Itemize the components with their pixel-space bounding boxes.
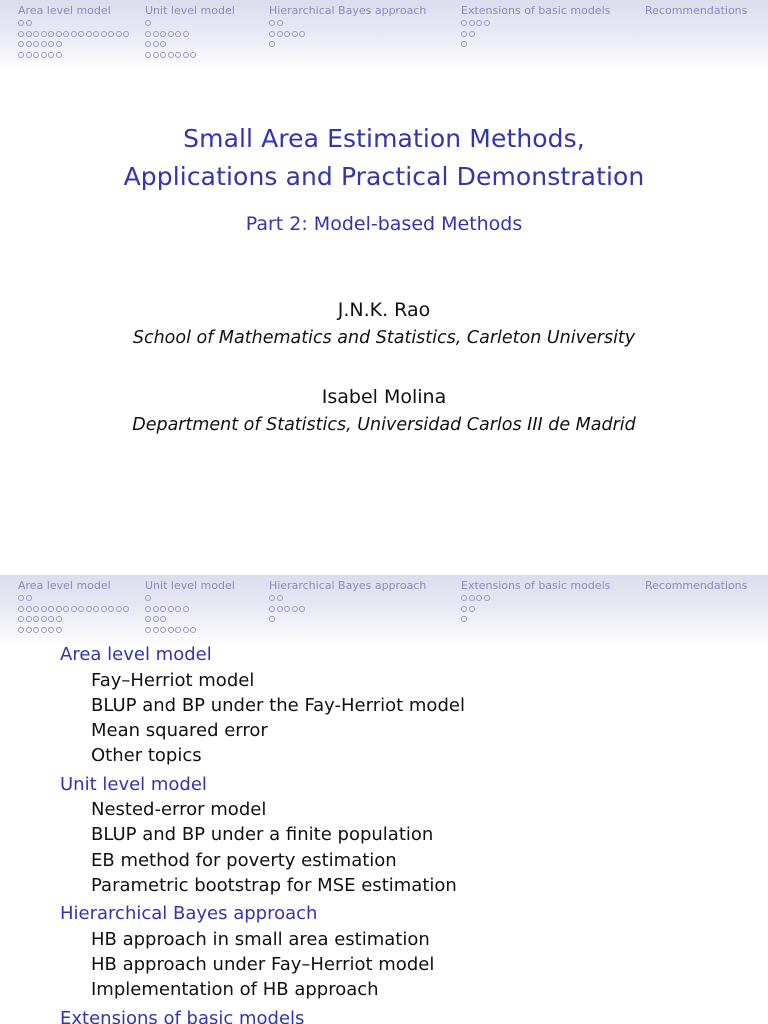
nav-dot-row [145,29,235,40]
nav-frame-dot-icon[interactable] [145,31,151,37]
nav-section-title[interactable]: Area level model [18,579,111,592]
nav-frame-dot-icon[interactable] [93,606,99,612]
nav-section-title[interactable]: Unit level model [145,579,235,592]
nav-frame-dot-icon[interactable] [26,606,32,612]
nav-dot-row [461,604,610,615]
author-affiliation: School of Mathematics and Statistics, Carleton University [132,328,636,348]
nav-frame-dot-icon[interactable] [175,52,181,58]
nav-dot-row [145,18,235,29]
nav-dot-row [18,614,131,625]
nav-frame-dots[interactable] [269,18,426,50]
outline-subsection[interactable]: Fay–Herriot model [91,669,255,691]
nav-frame-dot-icon[interactable] [145,627,151,633]
nav-dot-row [269,39,426,50]
nav-frame-dot-icon[interactable] [153,606,159,612]
nav-section-recommendations[interactable] [645,579,747,593]
nav-frame-dot-icon[interactable] [484,595,490,601]
nav-dot-row [18,593,131,604]
nav-frame-dot-icon[interactable] [26,41,32,47]
nav-frame-dot-icon[interactable] [484,20,490,26]
nav-frame-dot-icon[interactable] [160,41,166,47]
nav-frame-dot-icon[interactable] [48,616,54,622]
nav-frame-dot-icon[interactable] [41,31,47,37]
nav-frame-dot-icon[interactable] [160,606,166,612]
section-navigation-bar [0,575,768,647]
nav-dot-row [269,29,426,40]
title-block [0,120,768,238]
nav-dot-row [461,18,610,29]
outline-subsection[interactable]: EB method for poverty estimation [91,849,397,871]
presentation-title-line-2: Applications and Practical Demonstration [123,162,645,191]
presentation-title-line-1: Small Area Estimation Methods, [183,124,585,153]
nav-frame-dot-icon[interactable] [292,606,298,612]
nav-dot-row [145,625,235,636]
nav-frame-dot-icon[interactable] [145,616,151,622]
nav-dot-row [461,593,610,604]
nav-frame-dot-icon[interactable] [277,595,283,601]
nav-frame-dot-icon[interactable] [469,20,475,26]
nav-frame-dot-icon[interactable] [71,31,77,37]
nav-frame-dot-icon[interactable] [33,52,39,58]
nav-frame-dot-icon[interactable] [269,20,275,26]
nav-frame-dot-icon[interactable] [108,31,114,37]
nav-frame-dot-icon[interactable] [461,41,467,47]
nav-frame-dot-icon[interactable] [48,606,54,612]
nav-frame-dot-icon[interactable] [41,616,47,622]
nav-frame-dot-icon[interactable] [18,31,24,37]
nav-frame-dot-icon[interactable] [26,52,32,58]
nav-frame-dot-icon[interactable] [78,31,84,37]
nav-frame-dot-icon[interactable] [292,31,298,37]
nav-frame-dot-icon[interactable] [18,595,24,601]
nav-frame-dot-icon[interactable] [41,606,47,612]
nav-frame-dot-icon[interactable] [299,31,305,37]
nav-frame-dot-icon[interactable] [145,606,151,612]
nav-frame-dot-icon[interactable] [469,595,475,601]
nav-frame-dot-icon[interactable] [48,41,54,47]
nav-frame-dot-icon[interactable] [48,627,54,633]
nav-dot-row [145,39,235,50]
outline-section [60,772,465,899]
outline-section-title[interactable]: Unit level model [60,773,207,795]
nav-dot-row [461,39,610,50]
nav-frame-dots[interactable] [269,593,426,625]
nav-section-title[interactable]: Recommendations [645,579,748,592]
nav-frame-dot-icon[interactable] [26,20,32,26]
nav-frame-dot-icon[interactable] [469,606,475,612]
nav-frame-dot-icon[interactable] [299,606,305,612]
nav-section-title[interactable]: Extensions of basic models [461,579,611,592]
nav-frame-dot-icon[interactable] [48,52,54,58]
nav-frame-dot-icon[interactable] [476,595,482,601]
nav-frame-dot-icon[interactable] [168,627,174,633]
nav-dot-row [18,604,131,615]
nav-frame-dot-icon[interactable] [284,31,290,37]
nav-frame-dot-icon[interactable] [26,595,32,601]
outline-section-title[interactable]: Area level model [60,644,212,665]
nav-frame-dot-icon[interactable] [269,31,275,37]
nav-frame-dot-icon[interactable] [18,52,24,58]
nav-dot-row [145,614,235,625]
nav-frame-dots[interactable] [18,18,131,60]
nav-frame-dot-icon[interactable] [284,606,290,612]
nav-frame-dot-icon[interactable] [26,31,32,37]
nav-frame-dot-icon[interactable] [175,627,181,633]
nav-frame-dots[interactable] [461,18,610,50]
nav-frame-dot-icon[interactable] [160,616,166,622]
nav-frame-dot-icon[interactable] [461,606,467,612]
nav-frame-dot-icon[interactable] [123,31,129,37]
nav-frame-dot-icon[interactable] [33,31,39,37]
nav-frame-dot-icon[interactable] [461,20,467,26]
nav-frame-dot-icon[interactable] [175,606,181,612]
nav-dot-row [18,625,131,636]
outline-section [60,642,465,769]
nav-frame-dot-icon[interactable] [86,31,92,37]
nav-frame-dot-icon[interactable] [78,606,84,612]
nav-dot-row [18,39,131,50]
nav-frame-dots[interactable] [145,18,235,60]
section-navigation-bar [0,0,768,72]
nav-frame-dot-icon[interactable] [116,31,122,37]
nav-frame-dot-icon[interactable] [101,31,107,37]
nav-frame-dot-icon[interactable] [56,52,62,58]
nav-frame-dot-icon[interactable] [18,627,24,633]
nav-section-title[interactable]: Unit level model [145,4,235,17]
nav-frame-dot-icon[interactable] [145,20,151,26]
nav-frame-dot-icon[interactable] [190,627,196,633]
nav-frame-dot-icon[interactable] [168,52,174,58]
nav-frame-dot-icon[interactable] [175,31,181,37]
nav-frame-dot-icon[interactable] [153,52,159,58]
nav-section-area-level-model[interactable] [18,579,131,635]
nav-section-unit-level-model[interactable] [145,4,235,60]
nav-frame-dot-icon[interactable] [18,616,24,622]
nav-frame-dot-icon[interactable] [18,606,24,612]
nav-frame-dot-icon[interactable] [153,41,159,47]
nav-dot-row [461,614,610,625]
nav-dot-row [269,593,426,604]
outline-subsection[interactable]: Nested-error model [91,799,267,821]
nav-frame-dot-icon[interactable] [153,627,159,633]
nav-frame-dot-icon[interactable] [277,20,283,26]
outline-subsection[interactable]: Implementation of HB approach [91,979,379,1001]
nav-frame-dot-icon[interactable] [160,627,166,633]
outline-subsection[interactable]: HB approach under Fay–Herriot model [91,954,435,976]
nav-frame-dot-icon[interactable] [168,31,174,37]
nav-frame-dot-icon[interactable] [48,31,54,37]
nav-dot-row [269,18,426,29]
nav-frame-dot-icon[interactable] [461,616,467,622]
outline-section [60,901,465,1002]
nav-section-recommendations[interactable] [645,4,747,18]
nav-section-hierarchical-bayes[interactable] [269,4,426,50]
nav-frame-dot-icon[interactable] [153,616,159,622]
nav-section-title[interactable]: Area level model [18,4,111,17]
nav-section-title[interactable]: Extensions of basic models [461,4,611,17]
nav-frame-dot-icon[interactable] [33,616,39,622]
nav-frame-dot-icon[interactable] [41,52,47,58]
outline-section [60,1006,465,1024]
nav-frame-dots[interactable] [18,593,131,635]
nav-frame-dot-icon[interactable] [33,606,39,612]
author-name: J.N.K. Rao [337,299,431,321]
nav-frame-dot-icon[interactable] [41,41,47,47]
nav-section-title[interactable]: Hierarchical Bayes approach [269,4,427,17]
nav-section-extensions[interactable] [461,579,610,625]
presentation-subtitle: Part 2: Model-based Methods [245,213,523,235]
nav-dot-row [18,18,131,29]
nav-dot-row [461,29,610,40]
nav-frame-dot-icon[interactable] [190,52,196,58]
nav-frame-dot-icon[interactable] [33,627,39,633]
nav-frame-dot-icon[interactable] [26,627,32,633]
nav-frame-dot-icon[interactable] [63,31,69,37]
outline-slide [0,575,768,1024]
nav-frame-dot-icon[interactable] [145,41,151,47]
nav-frame-dot-icon[interactable] [183,627,189,633]
outline-subsection[interactable]: BLUP and BP under the Fay-Herriot model [91,694,465,716]
nav-dot-row [269,604,426,615]
nav-frame-dot-icon[interactable] [108,606,114,612]
outline-subsection[interactable]: HB approach in small area estimation [91,928,430,950]
nav-section-title[interactable]: Recommendations [645,4,748,17]
nav-frame-dot-icon[interactable] [277,31,283,37]
nav-frame-dot-icon[interactable] [183,606,189,612]
nav-frame-dot-icon[interactable] [269,41,275,47]
nav-frame-dot-icon[interactable] [86,606,92,612]
outline-section-title[interactable]: Extensions of basic models [60,1007,305,1024]
nav-section-area-level-model[interactable] [18,4,131,60]
author-block-2 [0,383,768,439]
author-name: Isabel Molina [321,386,447,408]
nav-frame-dot-icon[interactable] [160,31,166,37]
author-affiliation: Department of Statistics, Universidad Carlos III de Madrid [132,415,636,435]
nav-frame-dot-icon[interactable] [56,616,62,622]
nav-frame-dot-icon[interactable] [183,52,189,58]
nav-frame-dot-icon[interactable] [26,616,32,622]
nav-dot-row [18,29,131,40]
nav-frame-dot-icon[interactable] [469,31,475,37]
nav-section-unit-level-model[interactable] [145,579,235,635]
nav-frame-dot-icon[interactable] [160,52,166,58]
outline-list [60,642,465,1024]
nav-frame-dot-icon[interactable] [269,595,275,601]
nav-dot-row [18,50,131,61]
nav-frame-dot-icon[interactable] [123,606,129,612]
nav-frame-dot-icon[interactable] [476,20,482,26]
nav-section-hierarchical-bayes[interactable] [269,579,426,625]
nav-frame-dot-icon[interactable] [277,606,283,612]
outline-subsection[interactable]: Other topics [91,745,202,767]
outline-subsection[interactable]: Mean squared error [91,720,268,742]
nav-frame-dot-icon[interactable] [33,41,39,47]
nav-frame-dot-icon[interactable] [168,606,174,612]
nav-frame-dot-icon[interactable] [56,627,62,633]
nav-frame-dot-icon[interactable] [18,20,24,26]
outline-section-title[interactable]: Hierarchical Bayes approach [60,903,318,925]
nav-dot-row [145,593,235,604]
nav-frame-dot-icon[interactable] [116,606,122,612]
nav-section-title[interactable]: Hierarchical Bayes approach [269,579,427,592]
nav-frame-dot-icon[interactable] [153,31,159,37]
nav-frame-dot-icon[interactable] [56,31,62,37]
nav-frame-dot-icon[interactable] [101,606,107,612]
nav-frame-dot-icon[interactable] [145,595,151,601]
nav-frame-dot-icon[interactable] [183,31,189,37]
nav-dot-row [145,50,235,61]
nav-frame-dot-icon[interactable] [56,606,62,612]
nav-section-extensions[interactable] [461,4,610,50]
nav-frame-dot-icon[interactable] [93,31,99,37]
nav-frame-dot-icon[interactable] [18,41,24,47]
nav-frame-dot-icon[interactable] [269,616,275,622]
nav-frame-dot-icon[interactable] [269,606,275,612]
nav-frame-dot-icon[interactable] [41,627,47,633]
nav-frame-dots[interactable] [461,593,610,625]
nav-frame-dot-icon[interactable] [56,41,62,47]
nav-frame-dot-icon[interactable] [461,595,467,601]
outline-subsection[interactable]: BLUP and BP under a finite population [91,824,434,846]
nav-frame-dot-icon[interactable] [461,31,467,37]
nav-frame-dot-icon[interactable] [71,606,77,612]
nav-dot-row [145,604,235,615]
author-block-1 [0,296,768,352]
nav-frame-dot-icon[interactable] [145,52,151,58]
nav-dot-row [269,614,426,625]
nav-frame-dot-icon[interactable] [63,606,69,612]
outline-subsection[interactable]: Parametric bootstrap for MSE estimation [91,875,457,897]
nav-frame-dots[interactable] [145,593,235,635]
